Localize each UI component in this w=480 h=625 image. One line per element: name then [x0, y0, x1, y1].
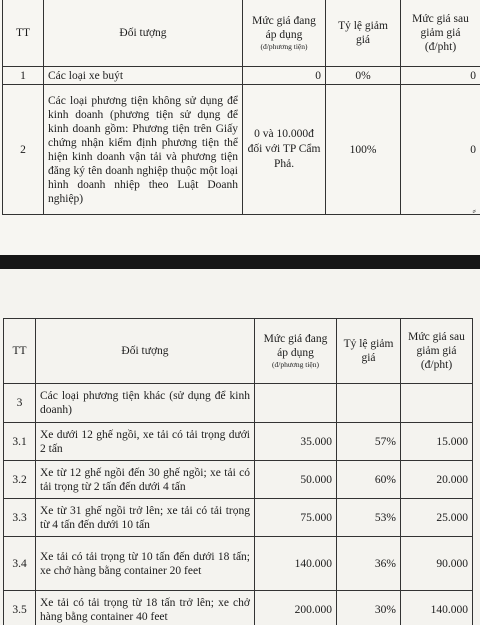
- table-header-row: [3, 0, 480, 67]
- row-object: Các loại xe buýt: [44, 67, 243, 85]
- row-tt: 3: [4, 384, 36, 423]
- header-object: Đối tượng: [36, 319, 255, 384]
- header-price-current-label: Mức giá đang áp dụng: [263, 333, 328, 359]
- table-row: [4, 537, 473, 591]
- row-tt: 3.1: [4, 423, 36, 461]
- row-tt: 2: [3, 85, 44, 215]
- header-price-current-label: Mức giá đang áp dụng: [252, 15, 316, 41]
- row-tt: 3.4: [4, 537, 36, 591]
- row-price-current: 0 và 10.000đ đối với TP Cẩm Phả.: [243, 85, 326, 215]
- row-price-current: [255, 384, 337, 423]
- row-price-current: 75.000: [255, 499, 337, 537]
- row-discount-rate: 36%: [337, 537, 401, 591]
- table-row: [3, 67, 480, 85]
- header-discount-rate: Tỷ lệ giảm giá: [337, 319, 401, 384]
- table-row: [4, 461, 473, 499]
- row-tt: 3.5: [4, 591, 36, 625]
- row-price-current: 50.000: [255, 461, 337, 499]
- table-header-row: [4, 319, 473, 384]
- row-price-after: 140.000: [401, 591, 473, 625]
- row-object: Xe từ 31 ghế ngồi trở lên; xe tải có tải trọng từ 4 tấn đến dưới 10 tấn: [36, 499, 255, 537]
- row-object: Xe từ 12 ghế ngồi đến 30 ghế ngồi; xe tải có tải trọng từ 2 tấn đến dưới 4 tấn: [36, 461, 255, 499]
- header-tt: TT: [3, 0, 44, 67]
- header-price-after: Mức giá sau giảm giá (đ/pht): [401, 319, 473, 384]
- row-price-current: 140.000: [255, 537, 337, 591]
- row-discount-rate: 60%: [337, 461, 401, 499]
- row-price-current: 200.000: [255, 591, 337, 625]
- margin-mark: ⸗: [472, 205, 476, 217]
- row-price-current: 0: [243, 67, 326, 85]
- row-discount-rate: [337, 384, 401, 423]
- row-price-after: 0: [401, 67, 480, 85]
- table-row: [4, 423, 473, 461]
- row-discount-rate: 57%: [337, 423, 401, 461]
- row-object: Các loại phương tiện khác (sử dụng để kinh doanh): [36, 384, 255, 423]
- row-price-after: 0: [401, 85, 480, 215]
- table-row: [4, 591, 473, 625]
- row-object: Xe tải có tải trọng từ 10 tấn đến dưới 18 tấn; xe chở hàng bằng container 20 feet: [36, 537, 255, 591]
- row-object: Xe dưới 12 ghế ngồi, xe tải có tải trọng dưới 2 tấn: [36, 423, 255, 461]
- row-object: Các loại phương tiện không sử dụng để kinh doanh (phương tiện sử dụng để kinh doanh gồm: Phương tiện trên Giấy chứng nhận kiểm định phương tiện thể hiện kinh doanh vận tải và phương tiện đăng ký tên doanh nghiệp thuộc một loại hình doanh nhiệp theo Luật Doanh nghiệp): [44, 85, 243, 215]
- row-tt: 1: [3, 67, 44, 85]
- row-object: Xe tải có tải trọng từ 18 tấn trở lên; xe chở hàng bằng container 40 feet: [36, 591, 255, 625]
- page-divider: [0, 255, 480, 269]
- header-tt: TT: [4, 319, 36, 384]
- row-tt: 3.3: [4, 499, 36, 537]
- table-row: [4, 384, 473, 423]
- document-page-bottom: [0, 269, 480, 625]
- table-row: [3, 85, 480, 215]
- header-price-current: [255, 319, 337, 384]
- header-object: Đối tượng: [44, 0, 243, 67]
- header-price-after: Mức giá sau giảm giá (đ/pht): [401, 0, 480, 67]
- row-discount-rate: 0%: [326, 67, 401, 85]
- header-price-unit: (đ/phương tiện): [272, 360, 319, 369]
- table-row: [4, 499, 473, 537]
- row-price-after: 90.000: [401, 537, 473, 591]
- row-price-after: 15.000: [401, 423, 473, 461]
- row-price-after: [401, 384, 473, 423]
- row-discount-rate: 53%: [337, 499, 401, 537]
- row-price-current: 35.000: [255, 423, 337, 461]
- document-page-top: [0, 0, 480, 255]
- fee-table-top: [2, 0, 480, 215]
- row-tt: 3.2: [4, 461, 36, 499]
- fee-table-bottom: [3, 318, 473, 625]
- header-discount-rate: Tỷ lệ giảm giá: [326, 0, 401, 67]
- row-discount-rate: 100%: [326, 85, 401, 215]
- row-price-after: 20.000: [401, 461, 473, 499]
- row-price-after: 25.000: [401, 499, 473, 537]
- row-discount-rate: 30%: [337, 591, 401, 625]
- header-price-current: [243, 0, 326, 67]
- header-price-unit: (đ/phương tiện): [260, 42, 308, 51]
